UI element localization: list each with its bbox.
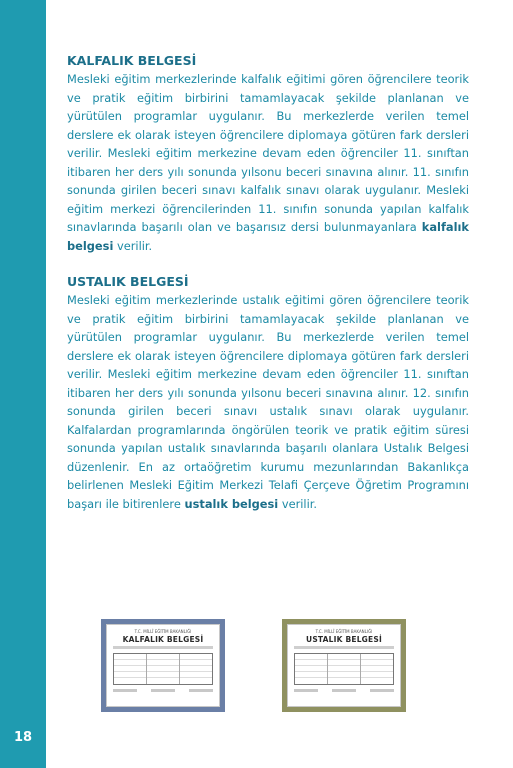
certificate-title: KALFALIK BELGESİ <box>122 635 204 644</box>
emphasis-text: kalfalık belgesi <box>67 220 469 253</box>
paragraph-text: Mesleki eğitim merkezlerinde kalfalık eğitimi gören öğrencilere teorik ve pratik eğitim birbirini tamamlayacak şekilde planlanan ve yürütülen programlar uygulanır. Bu merkezlerde verilen temel derslere ek olarak isteyen öğrencilere diplomaya götüren fark dersleri verilir. Mesleki eğitim merkezine devam eden öğrenciler 11. sınıftan itibaren her ders yılı sonunda yılsonu beceri sınavına alınır. 11. sınıfın sonunda girilen beceri sınavı kalfalık sınavı olarak uygulanır. Mesleki eğitim merkezi öğrencilerinden 11. sınıfın sonunda yapılan kalfalık sınavlarında başarılı olan ve başarısız dersi bulunmayanlara <box>67 72 469 234</box>
page-number: 18 <box>13 730 33 745</box>
paragraph-text-end: verilir. <box>281 496 318 511</box>
section-title: USTALIK BELGESİ <box>67 274 189 289</box>
certificate-seal-text: T.C. MİLLÎ EĞİTİM BAKANLIĞI <box>315 629 373 634</box>
section-paragraph <box>67 70 469 255</box>
section-title: KALFALIK BELGESİ <box>67 53 197 68</box>
emphasis-text: ustalık belgesi <box>184 496 279 511</box>
section-paragraph <box>67 291 469 513</box>
certificate-table <box>294 653 394 685</box>
paragraph-text-end: verilir. <box>116 238 153 253</box>
section-ustalik <box>67 273 469 513</box>
certificate-kalfalik-image <box>101 619 225 712</box>
main-content <box>67 52 469 513</box>
certificate-seal-text: T.C. MİLLÎ EĞİTİM BAKANLIĞI <box>134 629 192 634</box>
section-kalfalik <box>67 52 469 255</box>
paragraph-text: Mesleki eğitim merkezlerinde ustalık eğitimi gören öğrencilere teorik ve pratik eğitim birbirini tamamlayacak şekilde planlanan ve yürütülen programlar uygulanır. Bu merkezlerde verilen temel derslere ek olarak isteyen öğrencilere diplomaya götüren fark dersleri verilir. Mesleki eğitim merkezine devam eden öğrenciler 11. sınıftan itibaren her ders yılı sonunda yılsonu beceri sınavına alınır. 12. sınıfın sonunda girilen beceri sınavı ustalık sınavı olarak uygulanır. Kalfalardan programlarında öngörülen teorik ve pratik eğitim süresi sonunda yapılan ustalık sınavlarında başarılı olanlara Ustalık Belgesi düzenlenir. En az ortaöğretim kurumu mezunlarından Bakanlıkça belirlenen Mesleki Eğitim Merkezi Telafi Çerçeve Öğretim Programını başarı ile bitirenlere <box>67 293 469 511</box>
certificate-ustalik-image <box>282 619 406 712</box>
certificate-title: USTALIK BELGESİ <box>306 635 382 644</box>
sidebar-strip <box>0 0 46 768</box>
certificate-table <box>113 653 213 685</box>
